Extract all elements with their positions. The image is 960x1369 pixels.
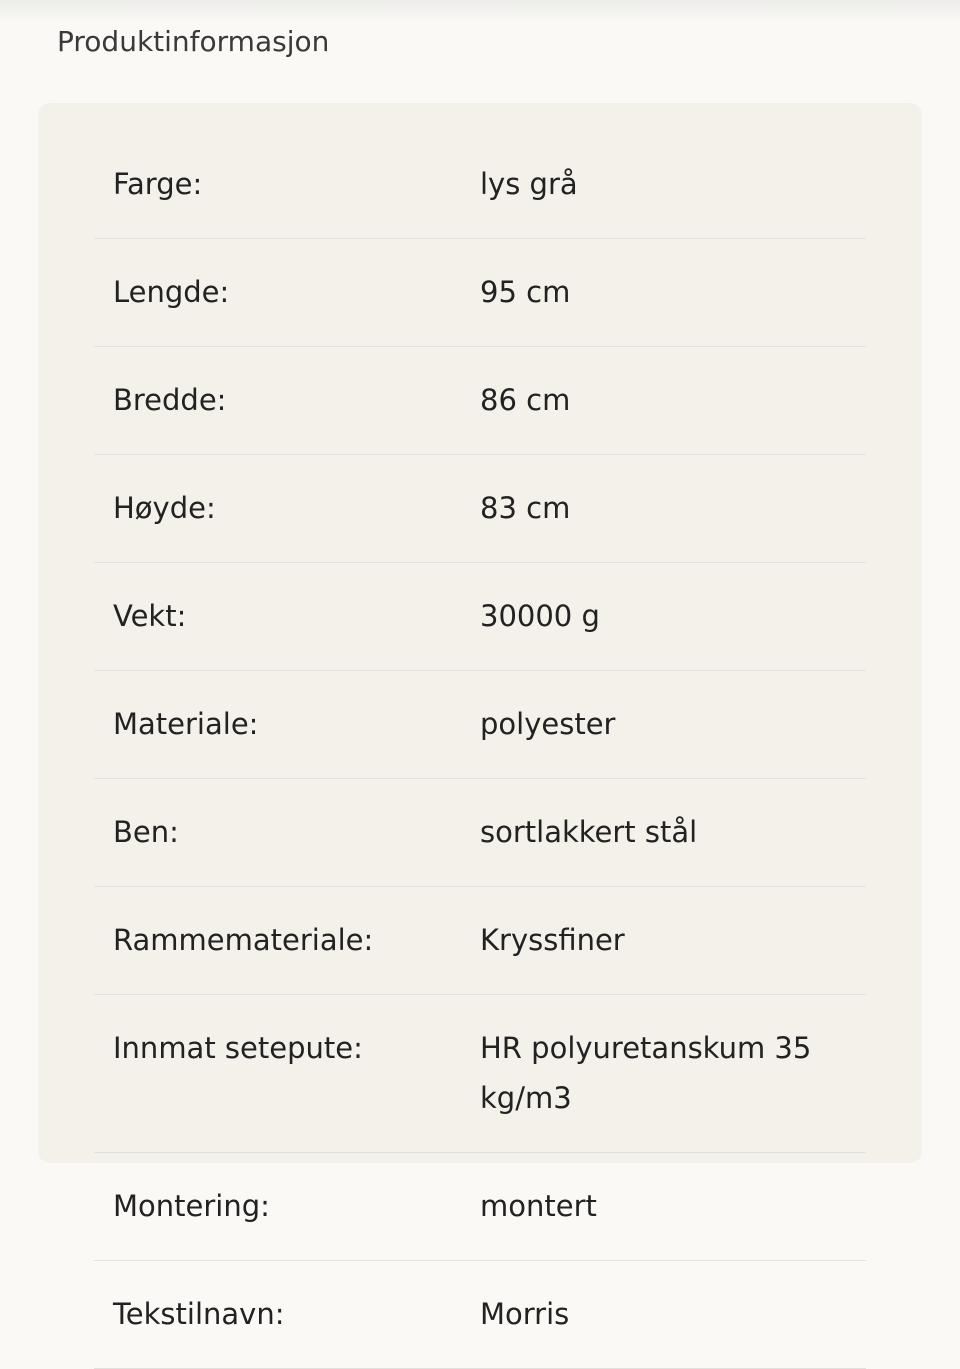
section-title: Produktinformasjon	[57, 25, 330, 58]
spec-row-material	[94, 671, 866, 779]
spec-value: HR polyuretanskum 35 kg/m3	[480, 1031, 812, 1115]
spec-value: 30000 g	[480, 599, 600, 633]
spec-value: lys grå	[480, 167, 578, 201]
spec-value: polyester	[480, 707, 616, 741]
spec-label: Lengde:	[113, 275, 230, 309]
spec-label: Vekt:	[113, 599, 187, 633]
spec-value: montert	[480, 1189, 597, 1223]
spec-row-weight	[94, 563, 866, 671]
spec-label: Bredde:	[113, 383, 227, 417]
spec-value: Kryssfiner	[480, 923, 625, 957]
spec-value: Morris	[480, 1297, 570, 1331]
spec-row-length	[94, 239, 866, 347]
spec-label: Montering:	[113, 1189, 270, 1223]
spec-label: Materiale:	[113, 707, 259, 741]
spec-label: Rammemateriale:	[113, 923, 374, 957]
spec-label: Høyde:	[113, 491, 216, 525]
spec-label: Innmat setepute:	[113, 1031, 363, 1065]
spec-row-textile-name	[94, 1261, 866, 1369]
spec-value: sortlakkert stål	[480, 815, 698, 849]
spec-value: 86 cm	[480, 383, 571, 417]
spec-row-frame-material	[94, 887, 866, 995]
top-shadow	[0, 0, 960, 22]
spec-row-seat-filling	[94, 995, 866, 1153]
spec-row-legs	[94, 779, 866, 887]
spec-row-height	[94, 455, 866, 563]
spec-label: Tekstilnavn:	[113, 1297, 285, 1331]
spec-label: Ben:	[113, 815, 179, 849]
spec-label: Farge:	[113, 167, 203, 201]
spec-row-width	[94, 347, 866, 455]
product-info-table	[38, 103, 922, 1331]
spec-value: 95 cm	[480, 275, 571, 309]
spec-row-color	[94, 103, 866, 239]
spec-row-assembly	[94, 1153, 866, 1261]
spec-value: 83 cm	[480, 491, 571, 525]
